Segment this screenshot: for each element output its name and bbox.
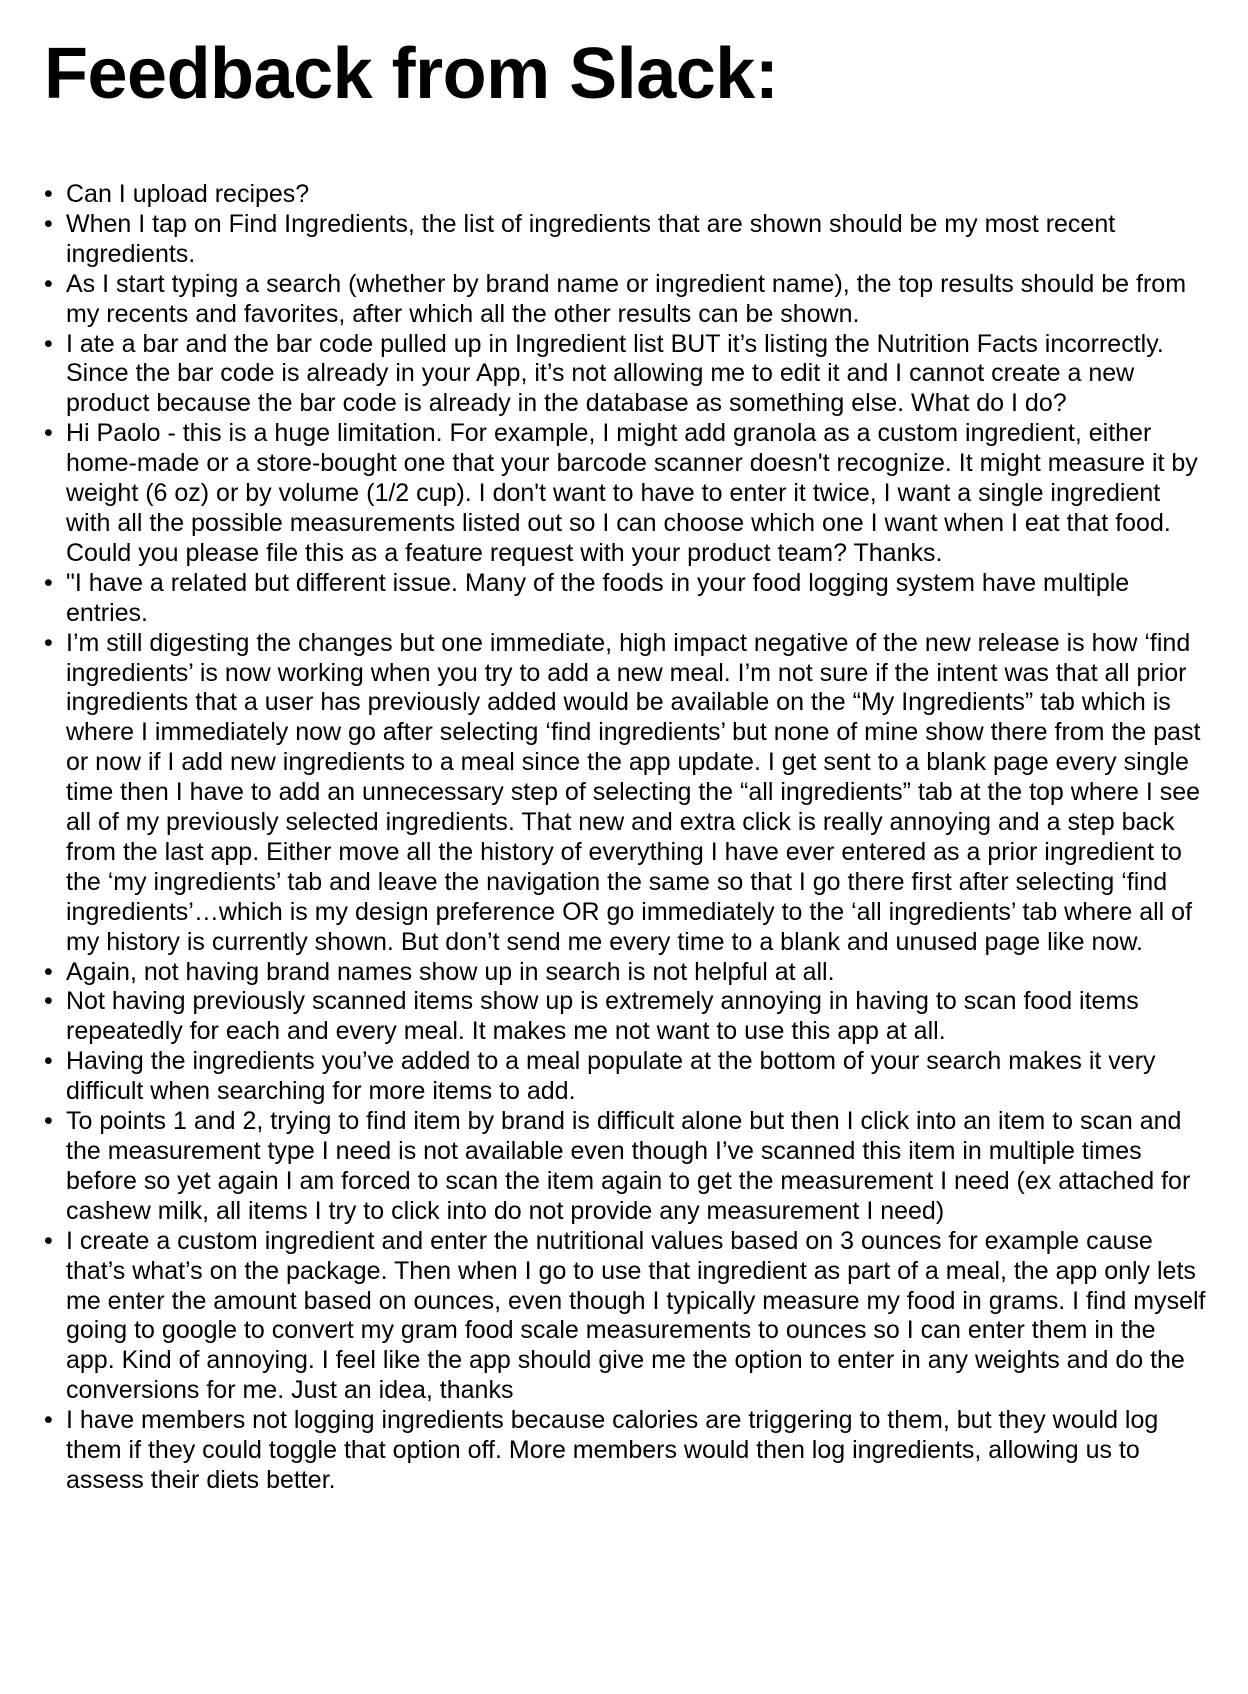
feedback-item: • I create a custom ingredient and enter the nutritional values based on 3 ounces for example cause that’s what’s on the package. Then when I go to use that ingredient as part of a meal, the app only lets me enter the amount based on ounces, even though I typically measure my food in grams. I find myself going to google to convert my gram food scale measurements to ounces so I can enter them in the app. Kind of annoying. I feel like the app should give me the option to enter in any weights and do the conversions for me. Just an idea, thanks [44,1227,1208,1406]
feedback-item: • To points 1 and 2, trying to find item by brand is difficult alone but then I click into an item to scan and the measurement type I need is not available even though I’ve scanned this item in multiple times before so yet again I am forced to scan the item again to get the measurement I need (ex attached for cashew milk, all items I try to click into do not provide any measurement I need) [44,1107,1208,1227]
feedback-item: • As I start typing a search (whether by brand name or ingredient name), the top results should be from my recents and favorites, after which all the other results can be shown. [44,270,1208,330]
feedback-item: • Again, not having brand names show up in search is not helpful at all. [44,958,1208,988]
feedback-item: • Not having previously scanned items show up is extremely annoying in having to scan food items repeatedly for each and every meal. It makes me not want to use this app at all. [44,987,1208,1047]
feedback-item: • "I have a related but different issue. Many of the foods in your food logging system have multiple entries. [44,569,1208,629]
feedback-list [44,180,1208,1496]
feedback-item: • I’m still digesting the changes but one immediate, high impact negative of the new release is how ‘find ingredients’ is now working when you try to add a new meal. I’m not sure if the intent was that all prior ingredients that a user has previously added would be available on the “My Ingredients” tab which is where I immediately now go after selecting ‘find ingredients’ but none of mine show there from the past or now if I add new ingredients to a meal since the app update. I get sent to a blank page every single time then I have to add an unnecessary step of selecting the “all ingredients” tab at the top where I see all of my previously selected ingredients. That new and extra click is really annoying and a step back from the last app. Either move all the history of everything I have ever entered as a prior ingredient to the ‘my ingredients’ tab and leave the navigation the same so that I go there first after selecting ‘find ingredients’…which is my design preference OR go immediately to the ‘all ingredients’ tab where all of my history is currently shown. But don’t send me every time to a blank and unused page like now. [44,629,1208,958]
feedback-item: • I have members not logging ingredients because calories are triggering to them, but they would log them if they could toggle that option off. More members would then log ingredients, allowing us to assess their diets better. [44,1406,1208,1496]
feedback-item: • Hi Paolo - this is a huge limitation. For example, I might add granola as a custom ingredient, either home-made or a store-bought one that your barcode scanner doesn't recognize. It might measure it by weight (6 oz) or by volume (1/2 cup). I don't want to have to enter it twice, I want a single ingredient with all the possible measurements listed out so I can choose which one I want when I eat that food. Could you please file this as a feature request with your product team? Thanks. [44,419,1208,569]
feedback-item: • Having the ingredients you’ve added to a meal populate at the bottom of your search makes it very difficult when searching for more items to add. [44,1047,1208,1107]
feedback-item: • Can I upload recipes? [44,180,1208,210]
feedback-item: • When I tap on Find Ingredients, the list of ingredients that are shown should be my most recent ingredients. [44,210,1208,270]
feedback-item: • I ate a bar and the bar code pulled up in Ingredient list BUT it’s listing the Nutrition Facts incorrectly. Since the bar code is already in your App, it’s not allowing me to edit it and I cannot create a new product because the bar code is already in the database as something else. What do I do? [44,330,1208,420]
page-title: Feedback from Slack: [44,34,779,114]
